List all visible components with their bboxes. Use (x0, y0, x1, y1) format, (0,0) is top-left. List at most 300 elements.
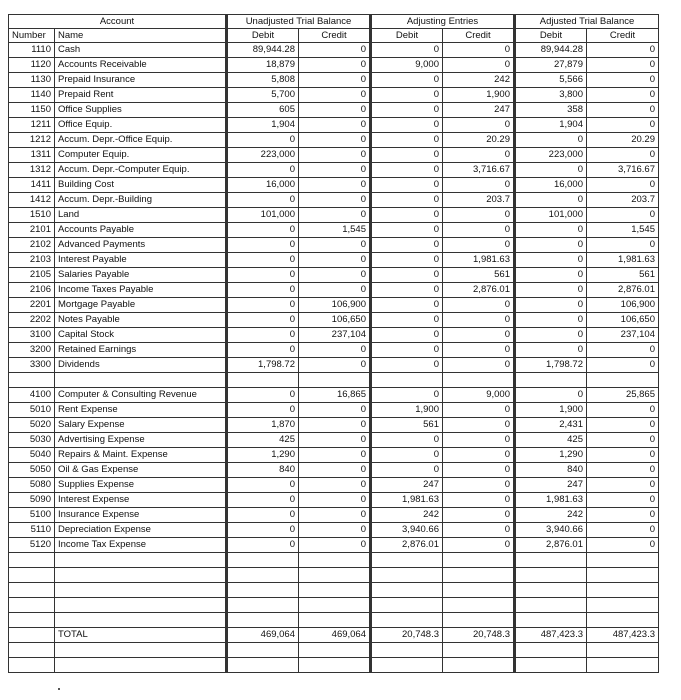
unadjusted-debit-cell: 0 (227, 508, 299, 523)
adjusted-debit-cell: 89,944.28 (515, 43, 587, 58)
unadjusted-debit-cell: 18,879 (227, 58, 299, 73)
account-row (9, 448, 659, 463)
adjusting-header: Adjusting Entries (371, 15, 515, 29)
adjusted-credit-cell: 20.29 (587, 133, 659, 148)
adjusting-credit-cell: 0 (443, 238, 515, 253)
adjusting-credit-cell: 0 (443, 523, 515, 538)
adjusting-credit-cell: 0 (443, 358, 515, 373)
adjusted-debit-cell: 223,000 (515, 148, 587, 163)
account-name-cell: Accum. Depr.-Office Equip. (55, 133, 227, 148)
adjusting-debit-cell: 0 (371, 103, 443, 118)
adjusting-debit-cell: 0 (371, 328, 443, 343)
blank-cell (55, 658, 227, 673)
blank-cell (9, 373, 55, 388)
account-number-cell: 2105 (9, 268, 55, 283)
blank-cell (55, 568, 227, 583)
adjusted-credit-cell: 0 (587, 418, 659, 433)
blank-cell (9, 658, 55, 673)
adjusted-debit-cell: 3,800 (515, 88, 587, 103)
blank-cell (587, 598, 659, 613)
unadjusted-credit-cell: 0 (299, 178, 371, 193)
adjusting-credit-cell: 2,876.01 (443, 283, 515, 298)
adjusting-credit-cell: 0 (443, 343, 515, 358)
account-name-cell: Cash (55, 43, 227, 58)
header-row-columns (9, 29, 659, 43)
account-row (9, 148, 659, 163)
unadjusted-credit-cell: 0 (299, 133, 371, 148)
adjusting-debit-cell: 0 (371, 88, 443, 103)
unadjusted-debit-cell: 1,904 (227, 118, 299, 133)
blank-cell (227, 583, 299, 598)
unadjusted-debit-cell: 0 (227, 163, 299, 178)
unadjusted-credit-cell: 0 (299, 73, 371, 88)
adjusting-credit-cell: 3,716.67 (443, 163, 515, 178)
account-row (9, 73, 659, 88)
account-name-cell: Accounts Receivable (55, 58, 227, 73)
adjusted-debit-cell: 0 (515, 163, 587, 178)
blank-cell (227, 598, 299, 613)
credit-header: Credit (587, 29, 659, 43)
blank-row (9, 553, 659, 568)
account-name-cell: Repairs & Maint. Expense (55, 448, 227, 463)
adjusted-debit-cell: 0 (515, 253, 587, 268)
credit-header: Credit (299, 29, 371, 43)
adjusting-credit-cell: 561 (443, 268, 515, 283)
account-number-cell: 1140 (9, 88, 55, 103)
account-number-cell: 2202 (9, 313, 55, 328)
account-header: Account (9, 15, 227, 29)
blank-cell (443, 598, 515, 613)
blank-cell (299, 598, 371, 613)
adjusting-debit-cell: 242 (371, 508, 443, 523)
account-row (9, 253, 659, 268)
adjusting-debit-cell: 0 (371, 193, 443, 208)
blank-cell (515, 658, 587, 673)
unadjusted-debit-cell: 1,870 (227, 418, 299, 433)
adjusted-debit-cell: 0 (515, 328, 587, 343)
adjusting-debit-cell: 247 (371, 478, 443, 493)
unadjusted-credit-cell: 0 (299, 403, 371, 418)
unadjusted-debit-cell: 223,000 (227, 148, 299, 163)
adjusted-credit-cell: 0 (587, 118, 659, 133)
adjusted-debit-cell: 2,431 (515, 418, 587, 433)
blank-cell (227, 568, 299, 583)
adjusting-credit-cell: 0 (443, 433, 515, 448)
unadjusted-debit-cell: 16,000 (227, 178, 299, 193)
blank-row (9, 598, 659, 613)
adjusted-credit-cell: 0 (587, 508, 659, 523)
account-number-cell: 2106 (9, 283, 55, 298)
account-row (9, 118, 659, 133)
adjusted-credit-cell: 203.7 (587, 193, 659, 208)
adjusted-debit-cell: 0 (515, 298, 587, 313)
unadjusted-debit-cell: 5,808 (227, 73, 299, 88)
blank-row (9, 613, 659, 628)
adjusting-credit-cell: 1,900 (443, 88, 515, 103)
unadjusted-debit-cell: 0 (227, 403, 299, 418)
account-name-cell: Interest Expense (55, 493, 227, 508)
account-name-cell: Supplies Expense (55, 478, 227, 493)
account-row (9, 313, 659, 328)
adjusted-credit-cell: 0 (587, 448, 659, 463)
account-name-cell: Oil & Gas Expense (55, 463, 227, 478)
adjusting-debit-cell: 0 (371, 238, 443, 253)
adjusting-debit-cell: 0 (371, 298, 443, 313)
adjusted-debit-cell: 0 (515, 223, 587, 238)
account-number-cell: 5050 (9, 463, 55, 478)
adjusting-debit-cell: 0 (371, 148, 443, 163)
unadjusted-credit-cell: 0 (299, 118, 371, 133)
blank-cell (515, 583, 587, 598)
adjusted-credit-cell: 106,650 (587, 313, 659, 328)
blank-cell (443, 583, 515, 598)
adjusting-debit-cell: 0 (371, 283, 443, 298)
unadjusted-credit-cell: 469,064 (299, 628, 371, 643)
account-name-cell: Accum. Depr.-Computer Equip. (55, 163, 227, 178)
account-row (9, 538, 659, 553)
debit-header: Debit (515, 29, 587, 43)
unadjusted-debit-cell: 101,000 (227, 208, 299, 223)
unadjusted-credit-cell: 0 (299, 238, 371, 253)
adjusted-debit-cell: 0 (515, 238, 587, 253)
adjusting-debit-cell: 3,940.66 (371, 523, 443, 538)
adjusted-credit-cell: 487,423.3 (587, 628, 659, 643)
adjusted-credit-cell: 1,545 (587, 223, 659, 238)
header-row-groups (9, 15, 659, 29)
adjusted-debit-cell: 425 (515, 433, 587, 448)
blank-cell (371, 658, 443, 673)
unadjusted-credit-cell: 0 (299, 58, 371, 73)
debit-header: Debit (227, 29, 299, 43)
blank-cell (515, 598, 587, 613)
adjusted-header: Adjusted Trial Balance (515, 15, 659, 29)
unadjusted-credit-cell: 0 (299, 358, 371, 373)
account-number-cell: 1312 (9, 163, 55, 178)
adjusting-credit-cell: 0 (443, 313, 515, 328)
adjusted-debit-cell: 1,290 (515, 448, 587, 463)
account-row (9, 388, 659, 403)
blank-cell (299, 658, 371, 673)
unadjusted-credit-cell: 106,650 (299, 313, 371, 328)
account-name-cell: Income Taxes Payable (55, 283, 227, 298)
account-number-cell: 5100 (9, 508, 55, 523)
unadjusted-credit-cell: 0 (299, 418, 371, 433)
unadjusted-credit-cell: 16,865 (299, 388, 371, 403)
account-name-cell: Salaries Payable (55, 268, 227, 283)
unadjusted-credit-cell: 0 (299, 253, 371, 268)
blank-row (9, 373, 659, 388)
blank-cell (227, 373, 299, 388)
account-number-cell: 5110 (9, 523, 55, 538)
blank-cell (55, 643, 227, 658)
adjusting-debit-cell: 0 (371, 358, 443, 373)
adjusted-debit-cell: 1,900 (515, 403, 587, 418)
adjusting-debit-cell: 0 (371, 448, 443, 463)
blank-cell (443, 568, 515, 583)
account-row (9, 433, 659, 448)
adjusting-credit-cell: 0 (443, 328, 515, 343)
adjusting-credit-cell: 0 (443, 58, 515, 73)
account-number-cell: 2201 (9, 298, 55, 313)
adjusted-debit-cell: 242 (515, 508, 587, 523)
account-row (9, 163, 659, 178)
account-name-cell: Rent Expense (55, 403, 227, 418)
account-name-cell: Interest Payable (55, 253, 227, 268)
blank-row (9, 583, 659, 598)
blank-cell (299, 373, 371, 388)
unadjusted-credit-cell: 0 (299, 448, 371, 463)
unadjusted-debit-cell: 469,064 (227, 628, 299, 643)
blank-cell (55, 598, 227, 613)
blank-cell (587, 373, 659, 388)
unadjusted-debit-cell: 5,700 (227, 88, 299, 103)
blank-cell (515, 643, 587, 658)
credit-header: Credit (443, 29, 515, 43)
blank-row (9, 643, 659, 658)
adjusting-credit-cell: 0 (443, 43, 515, 58)
account-number-cell: 1130 (9, 73, 55, 88)
account-number-cell: 1411 (9, 178, 55, 193)
account-row (9, 283, 659, 298)
unadjusted-debit-cell: 89,944.28 (227, 43, 299, 58)
blank-cell (515, 568, 587, 583)
adjusted-debit-cell: 0 (515, 388, 587, 403)
adjusted-debit-cell: 358 (515, 103, 587, 118)
adjusted-credit-cell: 0 (587, 523, 659, 538)
adjusted-credit-cell: 25,865 (587, 388, 659, 403)
adjusted-credit-cell: 1,981.63 (587, 253, 659, 268)
blank-cell (443, 553, 515, 568)
blank-cell (299, 568, 371, 583)
blank-cell (371, 613, 443, 628)
unadjusted-credit-cell: 0 (299, 433, 371, 448)
adjusted-debit-cell: 0 (515, 343, 587, 358)
blank-cell (55, 373, 227, 388)
account-number-cell: 3300 (9, 358, 55, 373)
adjusted-debit-cell: 1,904 (515, 118, 587, 133)
unadjusted-credit-cell: 0 (299, 508, 371, 523)
unadjusted-credit-cell: 0 (299, 193, 371, 208)
unadjusted-credit-cell: 1,545 (299, 223, 371, 238)
adjusted-debit-cell: 487,423.3 (515, 628, 587, 643)
account-name-cell: Mortgage Payable (55, 298, 227, 313)
blank-cell (587, 613, 659, 628)
account-row (9, 463, 659, 478)
account-number-cell: 1211 (9, 118, 55, 133)
adjusting-credit-cell: 0 (443, 403, 515, 418)
account-number-cell (9, 628, 55, 643)
account-name-cell: Accum. Depr.-Building (55, 193, 227, 208)
blank-cell (9, 643, 55, 658)
unadjusted-credit-cell: 0 (299, 283, 371, 298)
blank-cell (9, 568, 55, 583)
unadjusted-debit-cell: 0 (227, 253, 299, 268)
adjusting-debit-cell: 0 (371, 43, 443, 58)
adjusted-credit-cell: 0 (587, 433, 659, 448)
unadjusted-credit-cell: 0 (299, 148, 371, 163)
account-name-cell: Capital Stock (55, 328, 227, 343)
blank-cell (299, 613, 371, 628)
adjusting-credit-cell: 20,748.3 (443, 628, 515, 643)
account-number-cell: 1412 (9, 193, 55, 208)
adjusted-credit-cell: 0 (587, 403, 659, 418)
account-number-cell: 5020 (9, 418, 55, 433)
adjusting-debit-cell: 0 (371, 463, 443, 478)
adjusting-credit-cell: 0 (443, 478, 515, 493)
unadjusted-debit-cell: 840 (227, 463, 299, 478)
blank-cell (515, 373, 587, 388)
adjusting-debit-cell: 1,900 (371, 403, 443, 418)
account-number-cell: 1311 (9, 148, 55, 163)
account-row (9, 238, 659, 253)
unadjusted-debit-cell: 0 (227, 133, 299, 148)
account-row (9, 103, 659, 118)
blank-cell (371, 373, 443, 388)
blank-cell (9, 613, 55, 628)
blank-cell (299, 643, 371, 658)
adjusted-credit-cell: 0 (587, 88, 659, 103)
adjusting-debit-cell: 0 (371, 178, 443, 193)
account-row (9, 343, 659, 358)
unadjusted-debit-cell: 1,290 (227, 448, 299, 463)
account-name-cell: Computer Equip. (55, 148, 227, 163)
unadjusted-debit-cell: 0 (227, 313, 299, 328)
unadjusted-debit-cell: 0 (227, 343, 299, 358)
adjusted-credit-cell: 0 (587, 478, 659, 493)
account-name-cell: Depreciation Expense (55, 523, 227, 538)
adjusting-credit-cell: 0 (443, 118, 515, 133)
adjusting-credit-cell: 0 (443, 508, 515, 523)
account-name-cell: Prepaid Insurance (55, 73, 227, 88)
account-number-cell: 3200 (9, 343, 55, 358)
unadjusted-debit-cell: 605 (227, 103, 299, 118)
adjusting-debit-cell: 0 (371, 208, 443, 223)
blank-cell (227, 658, 299, 673)
account-row (9, 208, 659, 223)
account-row (9, 418, 659, 433)
account-name-cell: Advertising Expense (55, 433, 227, 448)
account-number-cell: 5090 (9, 493, 55, 508)
unadjusted-debit-cell: 0 (227, 283, 299, 298)
adjusted-debit-cell: 0 (515, 193, 587, 208)
adjusting-debit-cell: 20,748.3 (371, 628, 443, 643)
account-name-cell: Insurance Expense (55, 508, 227, 523)
adjusting-debit-cell: 0 (371, 73, 443, 88)
blank-cell (515, 613, 587, 628)
adjusted-credit-cell: 0 (587, 178, 659, 193)
account-number-cell: 4100 (9, 388, 55, 403)
account-name-cell: Advanced Payments (55, 238, 227, 253)
adjusted-debit-cell: 0 (515, 133, 587, 148)
account-name-cell: Dividends (55, 358, 227, 373)
account-number-cell: 1510 (9, 208, 55, 223)
name-header: Name (55, 29, 227, 43)
blank-cell (515, 553, 587, 568)
adjusted-debit-cell: 247 (515, 478, 587, 493)
account-row (9, 133, 659, 148)
adjusted-credit-cell: 237,104 (587, 328, 659, 343)
adjusting-credit-cell: 0 (443, 538, 515, 553)
adjusted-credit-cell: 0 (587, 208, 659, 223)
adjusted-credit-cell: 2,876.01 (587, 283, 659, 298)
unadjusted-credit-cell: 0 (299, 88, 371, 103)
account-name-cell: Income Tax Expense (55, 538, 227, 553)
account-number-cell: 1110 (9, 43, 55, 58)
blank-cell (371, 568, 443, 583)
adjusted-debit-cell: 3,940.66 (515, 523, 587, 538)
adjusted-debit-cell: 0 (515, 283, 587, 298)
blank-cell (55, 583, 227, 598)
adjusted-debit-cell: 27,879 (515, 58, 587, 73)
adjusted-debit-cell: 101,000 (515, 208, 587, 223)
adjusting-credit-cell: 1,981.63 (443, 253, 515, 268)
adjusted-debit-cell: 0 (515, 268, 587, 283)
unadjusted-debit-cell: 0 (227, 268, 299, 283)
account-row (9, 358, 659, 373)
adjusting-debit-cell: 0 (371, 223, 443, 238)
unadjusted-debit-cell: 0 (227, 298, 299, 313)
blank-cell (299, 553, 371, 568)
unadjusted-credit-cell: 106,900 (299, 298, 371, 313)
adjusting-debit-cell: 0 (371, 163, 443, 178)
blank-cell (371, 583, 443, 598)
account-row (9, 508, 659, 523)
adjusting-credit-cell: 0 (443, 148, 515, 163)
adjusted-credit-cell: 3,716.67 (587, 163, 659, 178)
adjusting-credit-cell: 0 (443, 448, 515, 463)
adjusted-credit-cell: 0 (587, 58, 659, 73)
adjusting-credit-cell: 0 (443, 178, 515, 193)
adjusting-debit-cell: 0 (371, 313, 443, 328)
adjusting-debit-cell: 9,000 (371, 58, 443, 73)
adjusted-credit-cell: 0 (587, 463, 659, 478)
blank-cell (443, 643, 515, 658)
adjusting-debit-cell: 0 (371, 343, 443, 358)
account-row (9, 268, 659, 283)
adjusted-credit-cell: 0 (587, 148, 659, 163)
blank-cell (587, 643, 659, 658)
trial-balance-worksheet (8, 14, 659, 673)
account-name-cell: Building Cost (55, 178, 227, 193)
account-number-cell: 5080 (9, 478, 55, 493)
account-row (9, 193, 659, 208)
blank-cell (55, 553, 227, 568)
account-row (9, 493, 659, 508)
unadjusted-debit-cell: 0 (227, 538, 299, 553)
adjusted-debit-cell: 0 (515, 313, 587, 328)
adjusting-credit-cell: 0 (443, 463, 515, 478)
blank-cell (55, 613, 227, 628)
account-name-cell: Computer & Consulting Revenue (55, 388, 227, 403)
blank-cell (227, 613, 299, 628)
adjusted-debit-cell: 5,566 (515, 73, 587, 88)
adjusting-credit-cell: 9,000 (443, 388, 515, 403)
adjusting-credit-cell: 203.7 (443, 193, 515, 208)
adjusting-credit-cell: 20.29 (443, 133, 515, 148)
adjusted-debit-cell: 840 (515, 463, 587, 478)
account-name-cell: Office Supplies (55, 103, 227, 118)
account-row (9, 58, 659, 73)
adjusted-credit-cell: 0 (587, 538, 659, 553)
adjusted-debit-cell: 16,000 (515, 178, 587, 193)
adjusted-credit-cell: 561 (587, 268, 659, 283)
account-name-cell: Salary Expense (55, 418, 227, 433)
adjusted-credit-cell: 106,900 (587, 298, 659, 313)
account-number-cell: 2101 (9, 223, 55, 238)
adjusted-debit-cell: 1,981.63 (515, 493, 587, 508)
account-row (9, 298, 659, 313)
adjusted-credit-cell: 0 (587, 43, 659, 58)
